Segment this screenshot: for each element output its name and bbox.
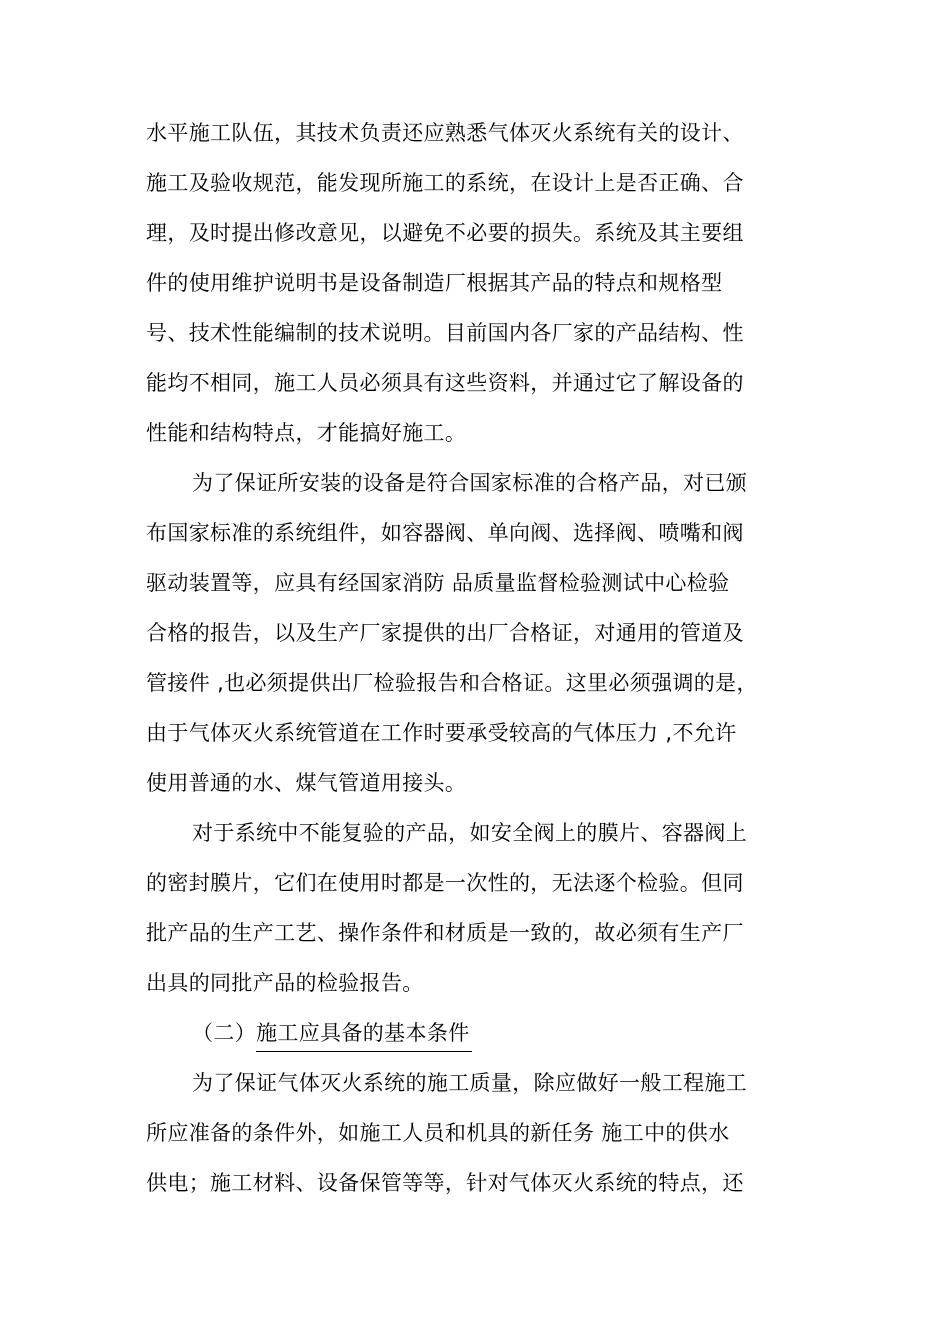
text-line: 使用普通的水、煤气管道用接头。 xyxy=(146,771,467,795)
text-line: 出具的同批产品的检验报告。 xyxy=(146,971,424,995)
text-line: 由于气体灭火系统管道在工作时要承受较高的气体压力 ,不允许 xyxy=(146,721,737,745)
text-line: 为了保证所安装的设备是符合国家标准的合格产品，对已颁 xyxy=(192,471,748,495)
text-line: 水平施工队伍，其技术负责还应熟悉气体灭火系统有关的设计、 xyxy=(146,121,744,145)
text-line: 管接件 ,也必须提供出厂检验报告和合格证。这里必须强调的是， xyxy=(146,671,758,695)
text-line: 件的使用维护说明书是设备制造厂根据其产品的特点和规格型 xyxy=(146,271,723,295)
text-line: 合格的报告，以及生产厂家提供的出厂合格证，对通用的管道及 xyxy=(146,621,744,645)
text-line: 供电；施工材料、设备保管等等，针对气体灭火系统的特点，还 xyxy=(146,1171,744,1195)
text-line: 布国家标准的系统组件，如容器阀、单向阀、选择阀、喷嘴和阀 xyxy=(146,521,744,545)
text-line: 所应准备的条件外，如施工人员和机具的新任务 施工中的供水 xyxy=(146,1121,730,1145)
text-line: 号、技术性能编制的技术说明。目前国内各厂家的产品结构、性 xyxy=(146,321,744,345)
text-line: 施工及验收规范，能发现所施工的系统，在设计上是否正确、合 xyxy=(146,171,744,195)
text-line: 的密封膜片，它们在使用时都是一次性的，无法逐个检验。但同 xyxy=(146,871,744,895)
text-line: 能均不相同，施工人员必须具有这些资料，并通过它了解设备的 xyxy=(146,371,744,395)
section-heading xyxy=(192,1013,472,1053)
text-line: 理，及时提出修改意见，以避免不必要的损失。系统及其主要组 xyxy=(146,221,744,245)
text-line: 为了保证气体灭火系统的施工质量，除应做好一般工程施工 xyxy=(192,1071,748,1095)
text-line: 批产品的生产工艺、操作条件和材质是一致的，故必须有生产厂 xyxy=(146,921,744,945)
section-title: 施工应具备的基本条件 xyxy=(256,1018,472,1052)
text-line: 对于系统中不能复验的产品，如安全阀上的膜片、容器阀上 xyxy=(192,821,748,845)
text-line: 驱动装置等，应具有经国家消防 品质量监督检验测试中心检验 xyxy=(146,571,730,595)
section-number: （二） xyxy=(192,1021,257,1045)
text-line: 性能和结构特点，才能搞好施工。 xyxy=(146,421,467,445)
